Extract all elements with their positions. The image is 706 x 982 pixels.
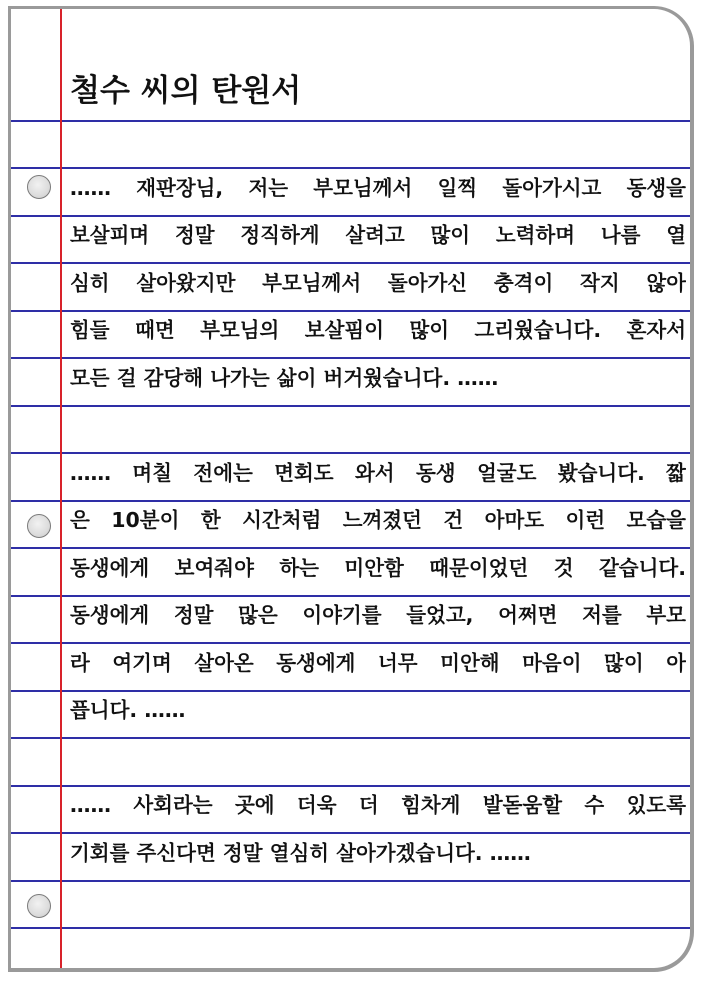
ruled-line: [11, 785, 690, 787]
ruled-line: [11, 927, 690, 929]
ruled-line: [11, 832, 690, 834]
ruled-line: [11, 547, 690, 549]
text-line: 보살피며 정말 정직하게 살려고 많이 노력하며 나름 열: [70, 223, 686, 247]
text-line: 동생에게 정말 많은 이야기를 들었고, 어쩌면 저를 부모: [70, 603, 686, 627]
ruled-line: [11, 262, 690, 264]
text-line: …… 며칠 전에는 면회도 와서 동생 얼굴도 봤습니다. 짧: [70, 461, 686, 485]
text-line: 모든 걸 감당해 나가는 삶이 버거웠습니다. ……: [70, 366, 499, 390]
text-line: 픕니다. ……: [70, 698, 186, 722]
ruled-line: [11, 595, 690, 597]
text-line: 기회를 주신다면 정말 열심히 살아가겠습니다. ……: [70, 841, 531, 865]
binder-hole: [27, 894, 51, 918]
text-line: …… 사회라는 곳에 더욱 더 힘차게 발돋움할 수 있도록: [70, 793, 686, 817]
ruled-line: [11, 120, 690, 122]
ruled-line: [11, 167, 690, 169]
text-line: 은 10분이 한 시간처럼 느껴졌던 건 아마도 이런 모습을: [70, 508, 686, 532]
text-line: …… 재판장님, 저는 부모님께서 일찍 돌아가시고 동생을: [70, 176, 686, 200]
ruled-line: [11, 690, 690, 692]
ruled-line: [11, 452, 690, 454]
margin-line: [60, 9, 62, 968]
ruled-line: [11, 215, 690, 217]
ruled-line: [11, 737, 690, 739]
binder-hole: [27, 514, 51, 538]
ruled-line: [11, 405, 690, 407]
page-title: 철수 씨의 탄원서: [70, 73, 302, 109]
text-line: 동생에게 보여줘야 하는 미안함 때문이었던 것 같습니다.: [70, 556, 686, 580]
ruled-line: [11, 500, 690, 502]
text-line: 힘들 때면 부모님의 보살핌이 많이 그리웠습니다. 혼자서: [70, 318, 686, 342]
text-line: 라 여기며 살아온 동생에게 너무 미안해 마음이 많이 아: [70, 651, 686, 675]
ruled-line: [11, 310, 690, 312]
ruled-line: [11, 642, 690, 644]
ruled-line: [11, 357, 690, 359]
text-line: 심히 살아왔지만 부모님께서 돌아가신 충격이 작지 않아: [70, 271, 686, 295]
binder-hole: [27, 175, 51, 199]
ruled-line: [11, 880, 690, 882]
notebook-page: [8, 6, 694, 972]
